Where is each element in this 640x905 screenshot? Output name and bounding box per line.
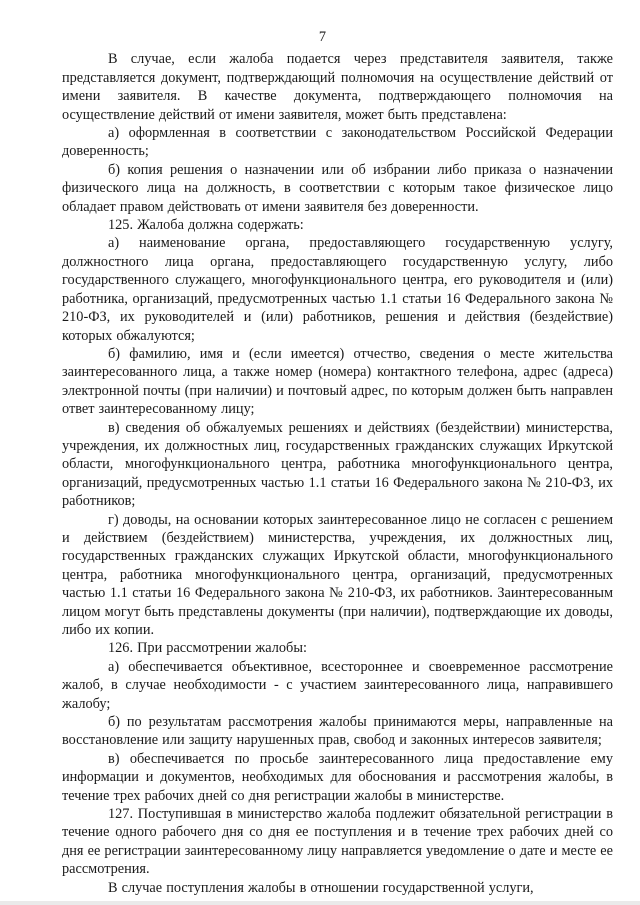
section-127-paragraph: 127. Поступившая в министерство жалоба подлежит обязательной регистрации в течение одного рабочего дня со дня ее поступления и в течение трех рабочих дней со дня ее регистрации заинтересованному лицу направляется уведомление о дате и месте ее рассмотрения. [62,806,613,878]
paragraph-item-a-power-of-attorney: а) оформленная в соответствии с законодательством Российской Федерации доверенность; [62,125,613,160]
paragraph-representative: В случае, если жалоба подается через представителя заявителя, также представляется документ, подтверждающий полномочия на осуществление действий от имени заявителя. В качестве документа, подтверждающего полномочия на осуществление действий от имени заявителя, может быть представлена: [62,51,613,123]
paragraph-125-b: б) фамилию, имя и (если имеется) отчество, сведения о месте жительства заинтересованного лица, а также номер (номера) контактного телефона, адрес (адреса) электронной почты (при наличии) и почтовый адрес, по которым должен быть направлен ответ заинтересованному лицу; [62,345,613,418]
paragraph-125-a: а) наименование органа, предоставляющего государственную услугу, должностного лица органа, предоставляющего государственную услугу, либо государственного служащего, многофункционального центра, его руководителя и (или) работника, организаций, предусмотренных частью 1.1 статьи 16 Федерального закона № 210-ФЗ, их руководителей и (или) работников, решения и действия (бездействие) которых обжалуются; [62,235,613,344]
paragraph-125-v: в) сведения об обжалуемых решениях и действиях (бездействии) министерства, учреждения, их должностных лиц, государственных гражданских служащих Иркутской области, многофункционального центра, работника многофункционального центра, организаций, предусмотренных частью 1.1 статьи 16 Федерального закона № 210-ФЗ, их работников; [62,419,613,510]
paragraph-125-g: г) доводы, на основании которых заинтересованное лицо не согласен с решением и действием (бездействием) министерства, учреждения, их должностных лиц, государственных гражданских служащих Иркутской области, многофункционального центра, работника многофункционального центра, организаций, предусмотренных частью 1.1 статьи 16 Федерального закона № 210-ФЗ, их работников. Заинтересованным лицом могут быть представлены документы (при наличии), подтверждающие их доводы, либо их копии. [62,511,613,638]
paragraph-126-v: в) обеспечивается по просьбе заинтересованного лица предоставление ему информации и документов, необходимых для обоснования и рассмотрения жалобы, в течение трех рабочих дней со дня регистрации жалобы в министерстве. [62,750,613,804]
section-126-heading: 126. При рассмотрении жалобы: [108,640,307,657]
scan-bottom-edge [0,901,640,905]
paragraph-126-a: а) обеспечивается объективное, всестороннее и своевременное рассмотрение жалоб, в случае необходимости - с участием заинтересованного лица, направившего жалобу; [62,658,613,712]
paragraph-126-b: б) по результатам рассмотрения жалобы принимаются меры, направленные на восстановление или защиту нарушенных прав, свобод и законных интересов заявителя; [62,714,613,749]
page-number: 7 [318,29,327,45]
section-125-heading: 125. Жалоба должна содержать: [108,217,304,234]
paragraph-complaint-service: В случае поступления жалобы в отношении государственной услуги, [108,879,534,896]
paragraph-item-b-decision-copy: б) копия решения о назначении или об избрании либо приказа о назначении физического лица на должность, в соответствии с которым такое физическое лицо обладает правом действовать от имени заявителя без доверенности. [62,161,613,215]
